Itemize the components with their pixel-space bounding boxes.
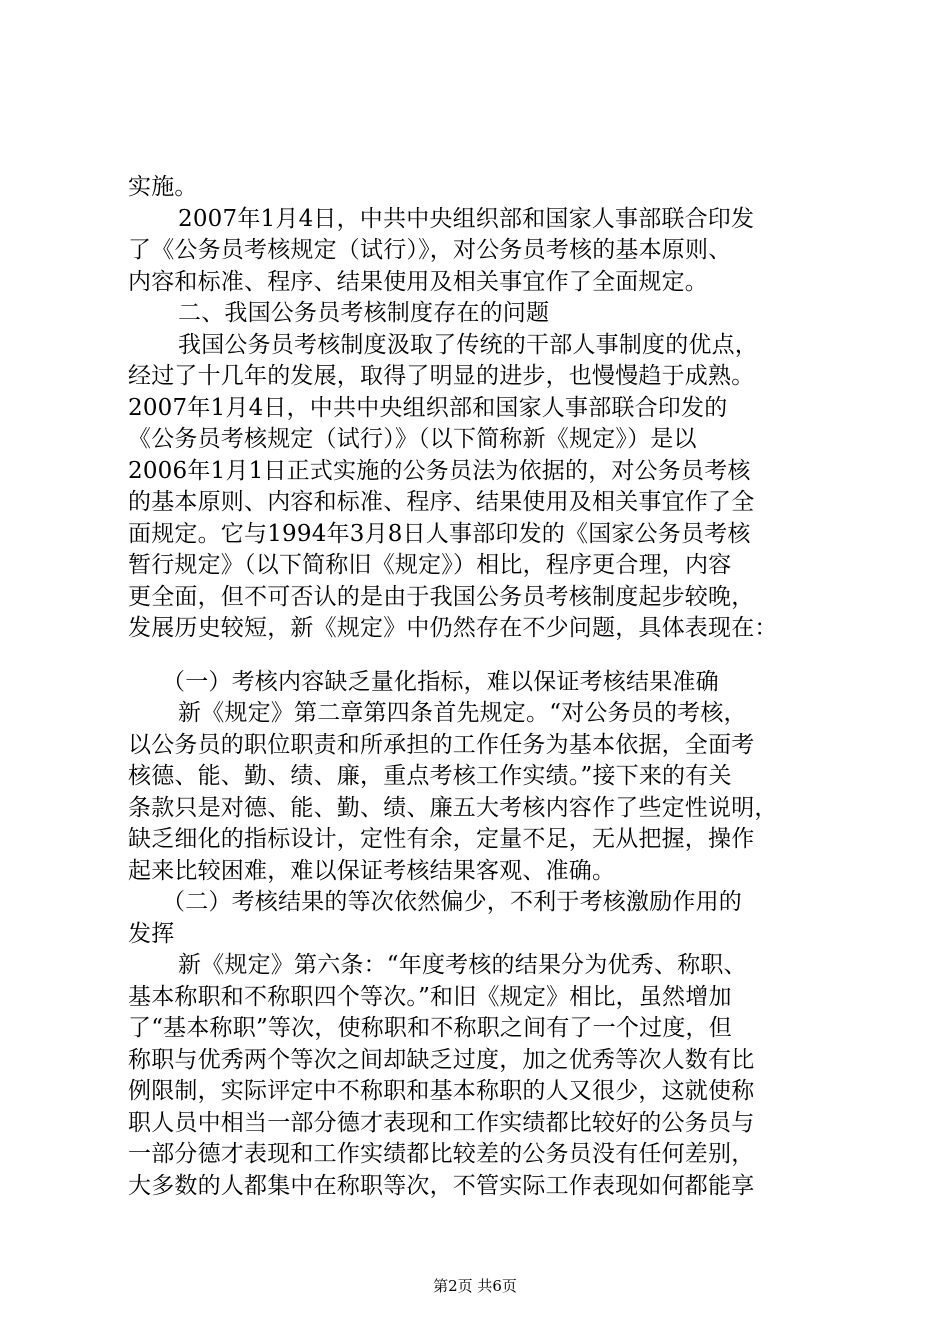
text-line: 缺乏细化的指标设计，定性有余，定量不足，无从把握，操作 bbox=[128, 826, 755, 852]
text-line: 实施。 bbox=[128, 174, 198, 200]
subsection-heading: （二）考核结果的等次依然偏少，不利于考核激励作用的 bbox=[162, 889, 742, 915]
text-line: 以公务员的职位职责和所承担的工作任务为基本依据，全面考 bbox=[128, 731, 755, 758]
text-line: 起来比较困难，难以保证考核结果客观、准确。 bbox=[128, 857, 616, 884]
text-line: 核德、能、勤、绩、廉，重点考核工作实绩。”接下来的有关 bbox=[128, 763, 732, 789]
text-line: 了“基本称职”等次，使称职和不称职之间有了一个过度，但 bbox=[128, 1015, 732, 1041]
text-line: 发展历史较短，新《规定》中仍然存在不少问题，具体表现在： bbox=[128, 615, 778, 641]
text-line: 基本称职和不称职四个等次。”和旧《规定》相比，虽然增加 bbox=[128, 983, 732, 1010]
text-line: 更全面，但不可否认的是由于我国公务员考核制度起步较晚， bbox=[128, 583, 755, 610]
text-line: 了《公务员考核规定（试行）》，对公务员考核的基本原则、 bbox=[128, 237, 732, 263]
text-line: 2007年1月4日，中共中央组织部和国家人事部联合印发的 bbox=[128, 394, 728, 421]
text-line: 2007年1月4日，中共中央组织部和国家人事部联合印发 bbox=[178, 205, 755, 232]
text-line: 一部分德才表现和工作实绩都比较差的公务员没有任何差别， bbox=[128, 1141, 755, 1167]
text-line: 《公务员考核规定（试行）》（以下简称新《规定》）是以 bbox=[128, 426, 697, 452]
text-line: 条款只是对德、能、勤、绩、廉五大考核内容作了些定性说明， bbox=[128, 794, 778, 821]
section-heading: 二、我国公务员考核制度存在的问题 bbox=[178, 300, 550, 326]
text-line: 发挥 bbox=[128, 920, 175, 947]
text-line: 2006年1月1日正式实施的公务员法为依据的，对公务员考核 bbox=[128, 457, 751, 484]
document-body bbox=[128, 172, 830, 1202]
paragraph-gap bbox=[128, 645, 830, 667]
text-line: 例限制，实际评定中不称职和基本称职的人又很少，这就使称 bbox=[128, 1078, 755, 1104]
text-line: 我国公务员考核制度汲取了传统的干部人事制度的优点， bbox=[178, 331, 758, 358]
text-line: 新《规定》第二章第四条首先规定。“对公务员的考核， bbox=[178, 700, 747, 726]
text-line: 暂行规定》（以下简称旧《规定》）相比，程序更合理，内容 bbox=[128, 552, 732, 578]
text-line: 称职与优秀两个等次之间却缺乏过度，加之优秀等次人数有比 bbox=[128, 1046, 755, 1073]
page-number: 第2页 共6页 bbox=[433, 1277, 517, 1295]
text-line: 大多数的人都集中在称职等次，不管实际工作表现如何都能享 bbox=[128, 1172, 755, 1199]
text-line: 职人员中相当一部分德才表现和工作实绩都比较好的公务员与 bbox=[128, 1109, 755, 1136]
text-line: 的基本原则、内容和标准、程序、结果使用及相关事宜作了全 bbox=[128, 489, 755, 515]
text-line: 新《规定》第六条：“年度考核的结果分为优秀、称职、 bbox=[178, 952, 747, 978]
subsection-heading: （一）考核内容缺乏量化指标，难以保证考核结果准确 bbox=[162, 668, 719, 695]
text-line: 经过了十几年的发展，取得了明显的进步，也慢慢趋于成熟。 bbox=[128, 363, 755, 389]
text-line: 内容和标准、程序、结果使用及相关事宜作了全面规定。 bbox=[128, 268, 708, 295]
text-line: 面规定。它与1994年3月8日人事部印发的《国家公务员考核 bbox=[128, 520, 751, 547]
